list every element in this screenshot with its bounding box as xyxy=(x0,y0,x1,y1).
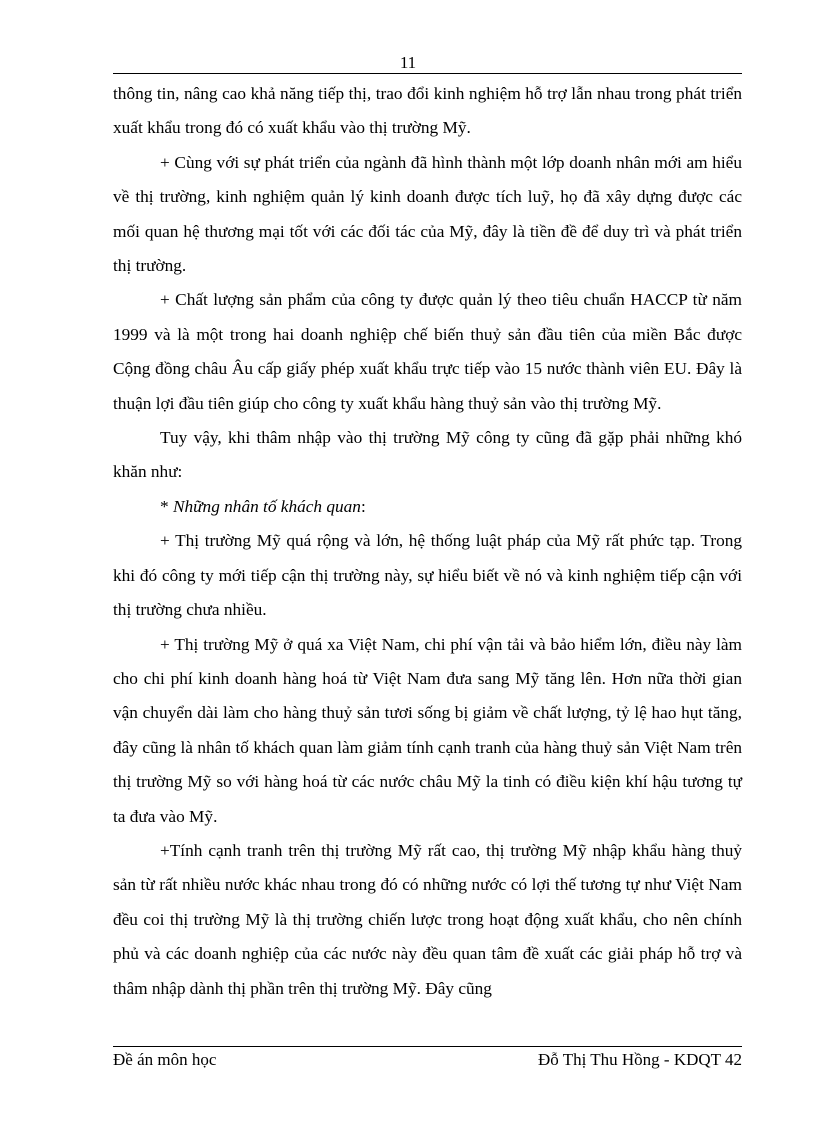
footer-course-title: Đề án môn học xyxy=(113,1050,217,1069)
paragraph-difficulties-intro: Tuy vậy, khi thâm nhập vào thị trường Mỹ công ty cũng đã gặp phải những khó khăn như: xyxy=(113,428,742,482)
document-body xyxy=(113,77,742,1006)
heading-text: Những nhân tố khách quan xyxy=(172,496,361,516)
paragraph-competition: +Tính cạnh tranh trên thị trường Mỹ rất cao, thị trường Mỹ nhập khẩu hàng thuỷ sản từ rất nhiều nước khác nhau trong đó có những nước có lợi thế tương tự như Việt Nam đều coi thị trường Mỹ là thị trường chiến lược trong hoạt động xuất khẩu, cho nên chính phủ và các doanh nghiệp của các nước này đều quan tâm đề xuất các giải pháp hỗ trợ và thâm nhập dành thị phần trên thị trường Mỹ. Đây cũng xyxy=(113,840,742,998)
page-number: 11 xyxy=(399,53,417,72)
objective-factors-heading xyxy=(113,490,742,524)
paragraph-entrepreneurs: + Cùng với sự phát triển của ngành đã hình thành một lớp doanh nhân mới am hiểu về thị trường, kinh nghiệm quản lý kinh doanh được tích luỹ, họ đã xây dựng được các mối quan hệ thương mại tốt với các đối tác của Mỹ, đây là tiền đề để duy trì và phát triển thị trường. xyxy=(113,152,742,276)
page-footer xyxy=(113,1049,742,1071)
heading-suffix: : xyxy=(360,496,366,516)
paragraph-continued: thông tin, nâng cao khả năng tiếp thị, trao đổi kinh nghiệm hỗ trợ lẫn nhau trong phát triển xuất khẩu trong đó có xuất khẩu vào thị trường Mỹ. xyxy=(113,84,742,138)
heading-prefix: * xyxy=(160,496,173,516)
footer-author: Đỗ Thị Thu Hồng - KDQT 42 xyxy=(538,1050,742,1069)
footer-rule xyxy=(113,1046,742,1047)
paragraph-distance-costs: + Thị trường Mỹ ở quá xa Việt Nam, chi phí vận tải và bảo hiểm lớn, điều này làm cho chi phí kinh doanh hàng hoá từ Việt Nam đưa sang Mỹ tăng lên. Hơn nữa thời gian vận chuyển dài làm cho hàng thuỷ sản tươi sống bị giảm về chất lượng, tỷ lệ hao hụt tăng, đây cũng là nhân tố khách quan làm giảm tính cạnh tranh của hàng thuỷ sản Việt Nam trên thị trường Mỹ so với hàng hoá từ các nước châu Mỹ la tinh có điều kiện khí hậu tương tự ta đưa vào Mỹ. xyxy=(113,634,742,826)
header-rule xyxy=(113,73,742,74)
paragraph-market-size: + Thị trường Mỹ quá rộng và lớn, hệ thống luật pháp của Mỹ rất phức tạp. Trong khi đó công ty mới tiếp cận thị trường này, sự hiểu biết về nó và kinh nghiệm tiếp cận với thị trường chưa nhiều. xyxy=(113,531,742,620)
paragraph-haccp-quality: + Chất lượng sản phẩm của công ty được quản lý theo tiêu chuẩn HACCP từ năm 1999 và là một trong hai doanh nghiệp chế biến thuỷ sản đầu tiên của miền Bắc được Cộng đồng châu Âu cấp giấy phép xuất khẩu trực tiếp vào 15 nước thành viên EU. Đây là thuận lợi đầu tiên giúp cho công ty xuất khẩu hàng thuỷ sản vào thị trường Mỹ. xyxy=(113,290,742,413)
